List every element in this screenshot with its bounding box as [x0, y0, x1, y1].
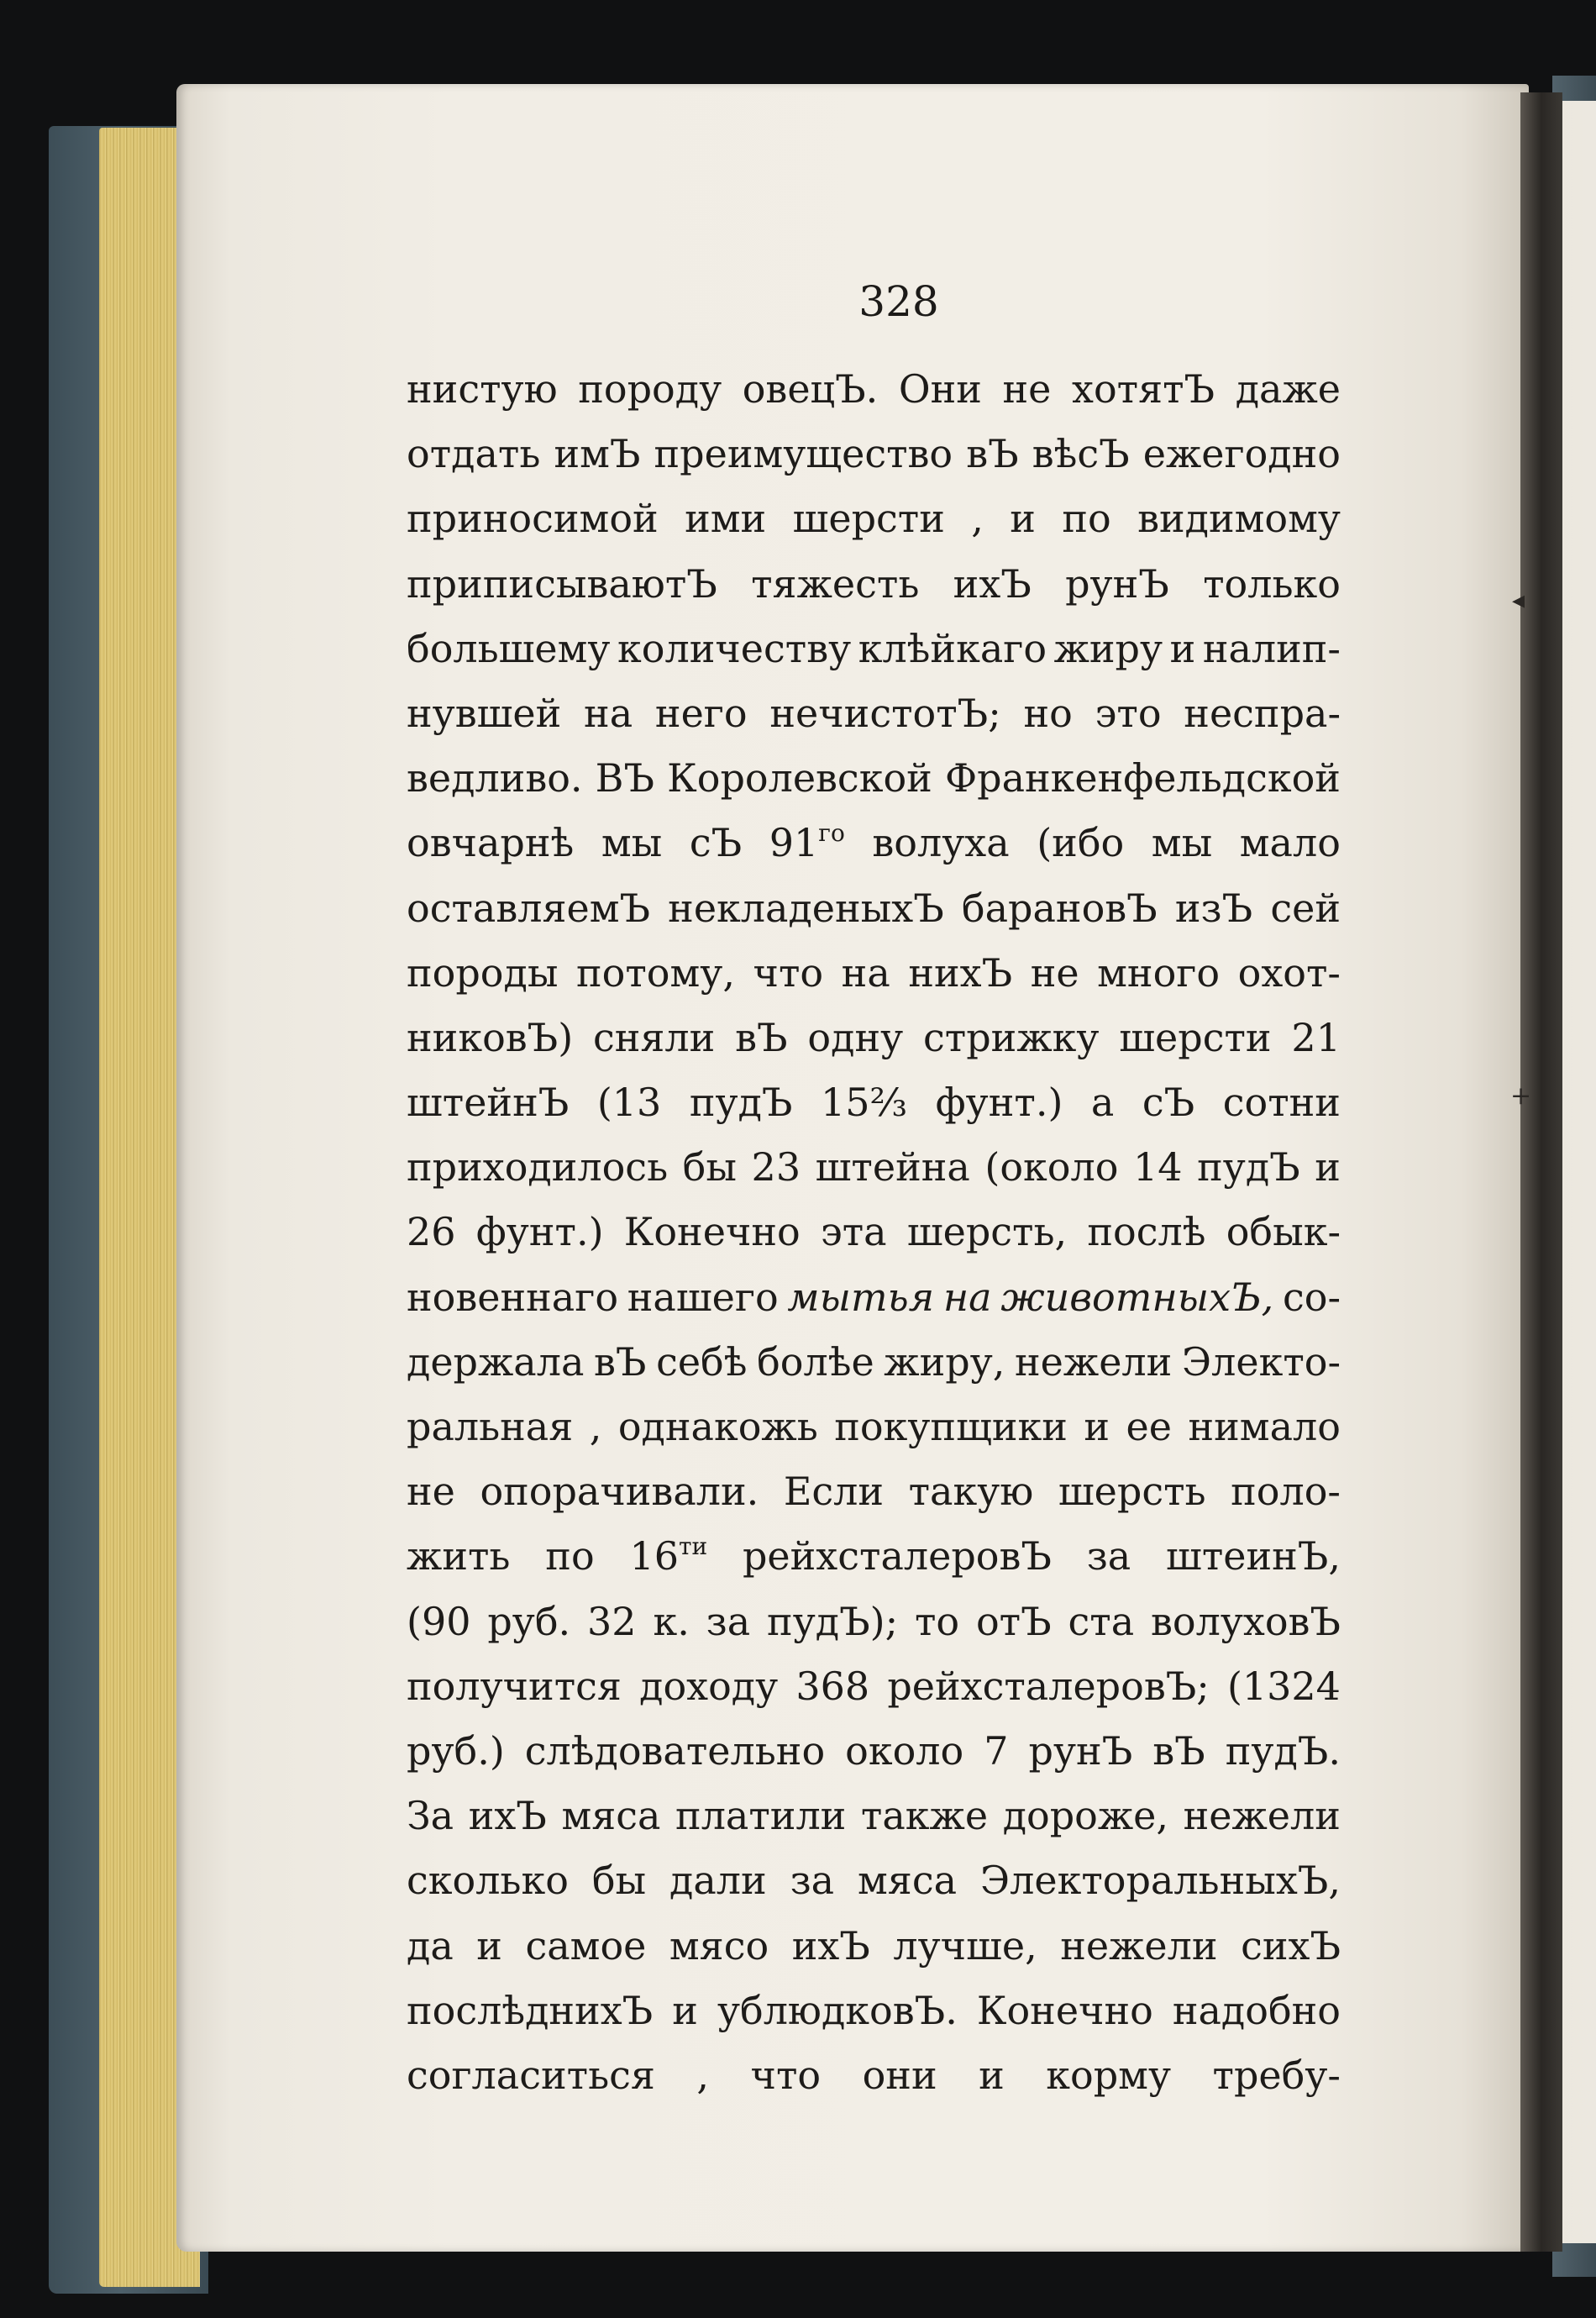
text-line — [407, 1200, 1341, 1264]
word: новеннаго — [407, 1274, 619, 1320]
word: него — [654, 690, 748, 736]
word: и — [979, 2052, 1005, 2098]
word: 14 — [1132, 1144, 1183, 1191]
word: ЭлекторальныхЪ, — [979, 1858, 1341, 1904]
word: около — [845, 1727, 964, 1774]
word: сихЪ — [1241, 1922, 1341, 1968]
word: породы — [407, 949, 559, 996]
word: за — [1086, 1533, 1131, 1579]
word: только — [1203, 560, 1341, 607]
text-line — [407, 1848, 1341, 1913]
word: слѣдовательно — [524, 1727, 826, 1774]
margin-marker-arrow: ◂ — [1512, 586, 1525, 615]
word: и — [1315, 1144, 1341, 1191]
word: рейхсталеровЪ; — [887, 1663, 1210, 1709]
text-line — [407, 486, 1341, 551]
word: много — [1097, 949, 1221, 996]
word: такую — [908, 1469, 1034, 1515]
word: $16^{ти}$ — [629, 1532, 708, 1579]
text-line — [407, 1459, 1341, 1524]
word: вЪ — [1152, 1727, 1205, 1774]
text-line — [407, 876, 1341, 941]
word: ВЪ — [595, 755, 655, 802]
word: , — [589, 1404, 602, 1449]
word: фунт.) — [935, 1080, 1063, 1126]
word: получится — [407, 1663, 622, 1709]
word: но — [1023, 690, 1073, 736]
word: ихЪ — [468, 1793, 547, 1839]
word: вЪ — [966, 431, 1019, 477]
text-line — [407, 552, 1341, 617]
word: нистую — [407, 366, 558, 412]
word: Если — [783, 1469, 885, 1515]
word: ублюдковЪ. — [717, 1987, 958, 2033]
word: отЪ — [975, 1598, 1052, 1644]
word: одну — [807, 1014, 904, 1060]
word: нашего — [627, 1274, 779, 1320]
word: сняли — [592, 1014, 716, 1060]
word: однакожь — [617, 1404, 818, 1449]
word: руб. — [487, 1598, 571, 1644]
word: клѣйкаго — [858, 625, 1047, 671]
word: приходилось — [407, 1144, 669, 1191]
word: нечистотЪ; — [769, 690, 1001, 736]
word: имЪ — [554, 431, 641, 477]
word: по — [1062, 496, 1111, 542]
text-line — [407, 617, 1341, 681]
text-line — [407, 746, 1341, 811]
word: ими — [685, 496, 767, 542]
word: обык- — [1226, 1209, 1341, 1255]
text-line — [407, 1654, 1341, 1719]
word: 32 — [587, 1598, 637, 1644]
page-gutter — [1520, 92, 1562, 2252]
word: бы — [591, 1858, 647, 1904]
word: ральная — [407, 1404, 574, 1449]
word: и — [1010, 496, 1036, 542]
word: и — [476, 1922, 502, 1968]
word: овецЪ. — [742, 366, 879, 412]
word: за — [706, 1598, 751, 1644]
word: нежели — [1183, 1793, 1341, 1839]
word: шерсть — [1058, 1469, 1206, 1515]
word: налип- — [1202, 625, 1341, 671]
word: штейна — [815, 1144, 970, 1191]
word: (1324 — [1226, 1663, 1341, 1709]
word: волуха — [872, 820, 1010, 866]
word: мытья — [787, 1274, 935, 1320]
word: (ибо — [1037, 820, 1125, 866]
word: ее — [1126, 1404, 1172, 1449]
word: 368 — [795, 1663, 870, 1709]
word: нежели — [1060, 1922, 1218, 1968]
word: а — [1090, 1080, 1115, 1126]
word: Конечно — [976, 1987, 1153, 2033]
word: дали — [669, 1858, 767, 1904]
word: себѣ — [656, 1338, 748, 1385]
word: (13 — [596, 1080, 662, 1126]
word: не — [1002, 366, 1052, 412]
word: послѣднихЪ — [407, 1987, 654, 2033]
word: нувшей — [407, 690, 562, 736]
word: изЪ — [1174, 885, 1253, 931]
word: 23 — [751, 1144, 801, 1191]
word: и — [1169, 625, 1196, 671]
word: $91^{го}$ — [769, 819, 845, 866]
word: неспра- — [1184, 690, 1341, 736]
word: вЪ — [594, 1338, 647, 1385]
word: стрижку — [923, 1014, 1100, 1060]
word: ведливо. — [407, 755, 583, 802]
word: требу- — [1212, 2052, 1341, 2098]
word: нимало — [1188, 1404, 1341, 1449]
word: мало — [1239, 820, 1341, 866]
word: согласиться — [407, 2052, 655, 2098]
word: на — [841, 949, 890, 996]
word: не — [1030, 949, 1079, 996]
word: платили — [675, 1793, 847, 1839]
text-line — [407, 1395, 1341, 1459]
text-line — [407, 681, 1341, 746]
word: сей — [1270, 885, 1341, 931]
word: мясо — [669, 1922, 769, 1968]
word: сЪ — [1142, 1080, 1195, 1126]
word: за — [790, 1858, 835, 1904]
word: мяса — [561, 1793, 661, 1839]
word: лучше, — [893, 1922, 1037, 1968]
text-line — [407, 1719, 1341, 1784]
word: мы — [1151, 820, 1213, 866]
word: барановЪ — [961, 885, 1158, 931]
word: ихЪ — [953, 560, 1032, 607]
word: послѣ — [1087, 1209, 1206, 1255]
word: бы — [682, 1144, 737, 1191]
word: отдать — [407, 431, 541, 477]
word: сЪ — [689, 820, 743, 866]
word: даже — [1235, 366, 1341, 412]
word: рунЪ — [1065, 560, 1169, 607]
word: Они — [898, 366, 982, 412]
word: 21 — [1291, 1014, 1341, 1060]
text-line — [407, 422, 1341, 486]
word: мяса — [858, 1858, 958, 1904]
word: количеству — [617, 625, 852, 671]
word: шерсти — [792, 496, 945, 542]
page-number: 328 — [858, 277, 939, 326]
word: покупщики — [834, 1404, 1068, 1449]
word: нежели — [1015, 1338, 1173, 1385]
word: пудЪ — [1197, 1144, 1300, 1191]
word: рейхсталеровЪ — [742, 1533, 1052, 1579]
word: что — [753, 949, 824, 996]
word: пудЪ — [689, 1080, 793, 1126]
word: держала — [407, 1338, 585, 1385]
word: и — [1084, 1404, 1110, 1449]
word: по — [545, 1533, 595, 1579]
word: большему — [407, 625, 611, 671]
word: поло- — [1231, 1469, 1341, 1515]
text-line — [407, 357, 1341, 422]
text-line — [407, 941, 1341, 1006]
text-line — [407, 1265, 1341, 1330]
word: корму — [1046, 2052, 1172, 2098]
word: ста — [1068, 1598, 1135, 1644]
word: (90 — [407, 1598, 471, 1644]
word: никовЪ) — [407, 1014, 574, 1060]
word: штейнЪ — [407, 1080, 570, 1126]
word: приписываютЪ — [407, 560, 717, 607]
word: мы — [601, 820, 663, 866]
word: , — [971, 496, 984, 542]
word: Франкенфельдской — [944, 755, 1341, 802]
word: рунЪ — [1028, 1727, 1133, 1774]
word: опорачивали. — [480, 1469, 759, 1515]
word: и — [672, 1987, 698, 2033]
word: (около — [984, 1144, 1119, 1191]
text-line — [407, 1979, 1341, 2043]
text-line — [407, 1135, 1341, 1200]
text-line — [407, 1524, 1341, 1589]
text-line — [407, 1070, 1341, 1135]
word: да — [407, 1922, 454, 1968]
text-line — [407, 2043, 1341, 2108]
word: 7 — [984, 1727, 1009, 1774]
word: овчарнѣ — [407, 820, 575, 866]
word: жить — [407, 1533, 511, 1579]
text-line — [407, 1006, 1341, 1070]
word: штеинЪ, — [1166, 1533, 1341, 1579]
word: это — [1095, 690, 1162, 736]
word: не — [407, 1469, 455, 1515]
word: ежегодно — [1142, 431, 1341, 477]
word: что — [750, 2052, 822, 2098]
word: также — [860, 1793, 989, 1839]
word: вЪ — [735, 1014, 788, 1060]
word: Конечно — [623, 1209, 801, 1255]
word: За — [407, 1793, 454, 1839]
word: эта — [820, 1209, 887, 1255]
word: на — [584, 690, 633, 736]
word: со- — [1282, 1274, 1341, 1320]
word: то — [914, 1598, 960, 1644]
word: ихЪ — [791, 1922, 870, 1968]
word: преимущество — [654, 431, 953, 477]
word: видимому — [1137, 496, 1341, 542]
word: охот- — [1237, 949, 1341, 996]
word: шерсти — [1119, 1014, 1272, 1060]
word: на — [942, 1274, 992, 1320]
word: надобно — [1172, 1987, 1341, 2033]
word: хотятЪ — [1072, 366, 1215, 412]
word: Электо- — [1181, 1338, 1341, 1385]
text-line — [407, 1914, 1341, 1979]
word: сколько — [407, 1858, 569, 1904]
word: болѣе — [757, 1338, 874, 1385]
text-line — [407, 811, 1341, 875]
margin-marker-cross: + — [1510, 1081, 1532, 1111]
word: самое — [525, 1922, 647, 1968]
word: приносимой — [407, 496, 659, 542]
word: жиру, — [884, 1338, 1005, 1385]
text-line — [407, 1330, 1341, 1395]
word: сотни — [1222, 1080, 1341, 1126]
word: фунт.) — [475, 1209, 604, 1255]
page-text — [407, 357, 1341, 2108]
word: они — [862, 2052, 937, 2098]
word: пудЪ); — [767, 1598, 899, 1644]
word: тяжесть — [751, 560, 920, 607]
word: вѣсЪ — [1032, 431, 1130, 477]
word: нихЪ — [908, 949, 1013, 996]
word: шерсть, — [906, 1209, 1068, 1255]
word: пудЪ. — [1225, 1727, 1341, 1774]
word: жиру — [1053, 625, 1163, 671]
word: некладеныхЪ — [668, 885, 944, 931]
text-line — [407, 1784, 1341, 1848]
word: животныхЪ, — [1000, 1274, 1274, 1320]
word: доходу — [639, 1663, 779, 1709]
word: 26 — [407, 1209, 456, 1255]
text-line — [407, 1590, 1341, 1654]
word: породу — [578, 366, 722, 412]
word: дороже, — [1002, 1793, 1169, 1839]
word: к. — [653, 1598, 690, 1644]
word: волуховЪ — [1151, 1598, 1341, 1644]
word: оставляемЪ — [407, 885, 651, 931]
word: потому, — [576, 949, 735, 996]
word: , — [696, 2052, 710, 2098]
word: 15⅔ — [820, 1080, 908, 1126]
word: Королевской — [667, 755, 932, 802]
word: руб.) — [407, 1727, 505, 1774]
